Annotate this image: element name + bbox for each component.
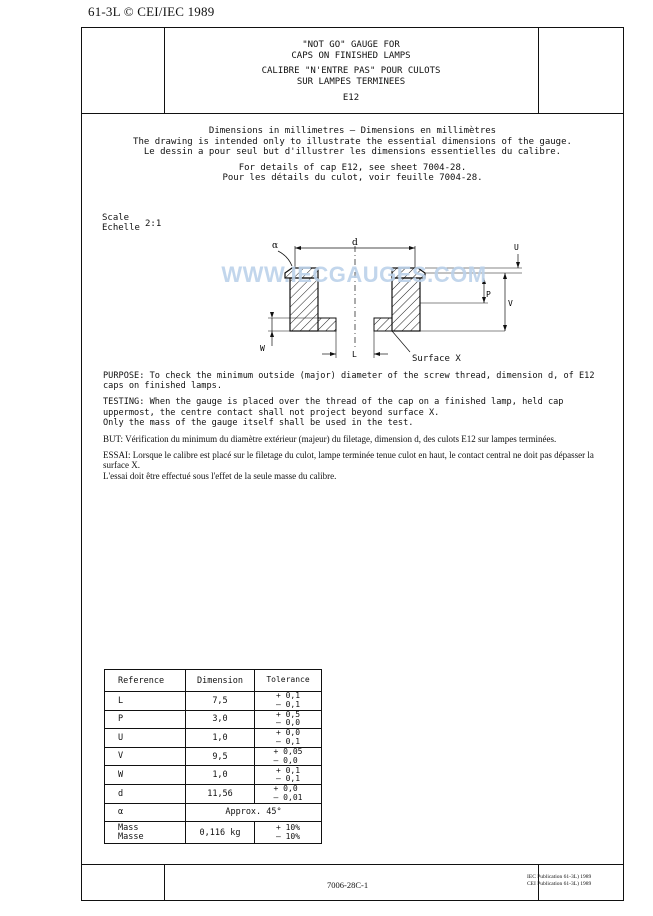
row-dim: 7,5 (186, 692, 255, 711)
row-tol-plus: + 0,5 (275, 709, 301, 719)
row-tol-minus: – 0,1 (275, 736, 301, 746)
description-texts (103, 371, 609, 487)
title-right-divider (538, 28, 539, 113)
title-divider (82, 113, 623, 114)
details-note-fr: Pour les détails du culot, voir feuille 7004-28. (222, 173, 483, 183)
sheet-number: 7006-28C-1 (327, 880, 369, 890)
row-tol-plus: + 0,0 (273, 784, 298, 794)
title-line-1: "NOT GO" GAUGE FOR (302, 40, 400, 50)
mass-dim: 0,116 kg (186, 822, 255, 844)
row-tol-plus: + 0,05 (273, 747, 303, 757)
row-tol-plus: + 0,0 (275, 728, 301, 738)
essai-text: ESSAI: Lorsque le calibre est placé sur le filetage du culot, lampe terminée tenue culot en haut, le contact central ne doit pas dépasser la surface X. (103, 450, 594, 471)
header-dimension: Dimension (186, 670, 255, 692)
label-v: V (508, 299, 513, 308)
mass-tol-minus: – 10% (275, 831, 301, 841)
table-header-row (105, 670, 322, 692)
table-row (105, 710, 322, 729)
title-block (164, 28, 538, 113)
scale-value: 2:1 (145, 219, 162, 229)
bottom-right-shelf (374, 318, 392, 331)
drawing-note-en: The drawing is intended only to illustrate the essential dimensions of the gauge. (133, 136, 572, 147)
publication-footer (527, 874, 591, 888)
label-d: d (352, 238, 358, 248)
but-text: BUT: Vérification du minimum du diamètre extérieur (majeur) du filetage, dimension d, des culots E12 sur lampes terminées. (103, 434, 557, 445)
details-note-en: For details of cap E12, see sheet 7004-28. (238, 162, 467, 173)
row-ref: L (105, 692, 186, 711)
sheet-frame (81, 27, 624, 901)
row-dim: 3,0 (186, 710, 255, 729)
row-ref: V (105, 747, 186, 766)
publication-header: 61-3L © CEI/IEC 1989 (88, 4, 215, 19)
dimensions-note: Dimensions in millimetres – Dimensions en millimètres (208, 126, 497, 136)
label-p: P (486, 290, 491, 299)
scale-label-fr: Echelle (102, 223, 140, 233)
header-tolerance: Tolerance (255, 670, 322, 692)
purpose-text: PURPOSE: To check the minimum outside (major) diameter of the screw thread, dimension d, of E12 caps on finished lamps. (103, 371, 595, 392)
footer-left-divider (164, 864, 165, 901)
table-row (105, 692, 322, 711)
row-tol-plus: + 0,1 (275, 691, 301, 701)
drawing-note-fr: Le dessin a pour seul but d'illustrer les dimensions essentielles du calibre. (143, 147, 562, 157)
row-tol-minus: – 0,0 (273, 755, 298, 765)
row-ref: P (105, 710, 186, 729)
table-row-mass (105, 822, 322, 844)
row-dim: 9,5 (186, 747, 255, 766)
label-alpha: α (272, 241, 279, 251)
table-row (105, 747, 322, 766)
bottom-left-shelf (318, 318, 336, 331)
row-tol-minus: – 0,0 (275, 718, 301, 728)
row-ref: d (105, 784, 186, 803)
label-l: L (352, 350, 357, 359)
title-line-3: CALIBRE "N'ENTRE PAS" POUR CULOTS (261, 66, 441, 76)
publication-footer-en: IEC Publication 61-3L) 1989 (527, 874, 592, 880)
label-surface-x: Surface X (412, 354, 461, 364)
mass-ref-fr: Masse (118, 831, 144, 842)
testing-text: TESTING: When the gauge is placed over the thread of the cap on a finished lamp, held cap uppermost, the centre contact shall not project beyond surface X. (103, 397, 564, 418)
row-tol-minus: – 0,1 (275, 774, 301, 784)
row-ref: W (105, 766, 186, 785)
row-tol-minus: – 0,01 (273, 792, 303, 802)
alpha-ref: α (105, 803, 186, 822)
testing-text-2: Only the mass of the gauge itself shall be used in the test. (103, 417, 414, 428)
row-dim: 11,56 (186, 784, 255, 803)
publication-footer-fr: CEI Publication 61-3L) 1989 (527, 881, 592, 887)
alpha-value: Approx. 45° (186, 803, 322, 822)
label-u: U (514, 243, 519, 252)
row-dim: 1,0 (186, 729, 255, 748)
row-tol-minus: – 0,1 (275, 699, 301, 709)
mass-tol-plus: + 10% (275, 823, 301, 833)
header-reference: Reference (105, 670, 186, 692)
title-line-2: CAPS ON FINISHED LAMPS (291, 51, 411, 61)
intro-notes (82, 126, 623, 184)
surface-x-leader (392, 331, 410, 352)
title-line-5: E12 (342, 93, 360, 103)
watermark: WWW.IECGAUGES.COM (221, 262, 487, 287)
scale-label-en: Scale (102, 213, 130, 223)
table-row-alpha (105, 803, 322, 822)
label-w: W (260, 344, 265, 353)
reference-table (104, 669, 322, 844)
essai-text-2: L'essai doit être effectué sous l'effet de la seule masse du calibre. (103, 470, 337, 481)
row-ref: U (105, 729, 186, 748)
scale-label (102, 213, 140, 233)
row-tol-plus: + 0,1 (275, 765, 301, 775)
table-row (105, 729, 322, 748)
title-line-4: SUR LAMPES TERMINEES (296, 77, 406, 87)
table-row (105, 784, 322, 803)
row-dim: 1,0 (186, 766, 255, 785)
mass-ref-en: Mass (118, 823, 139, 834)
table-row (105, 766, 322, 785)
